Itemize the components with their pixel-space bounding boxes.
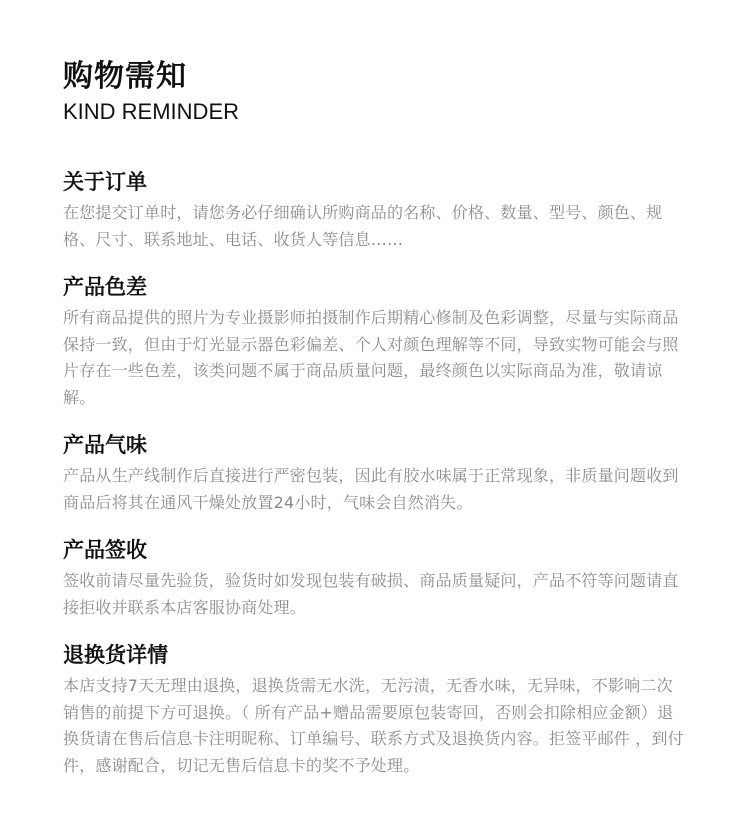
- page-header: [63, 58, 239, 126]
- section-title: 产品气味: [63, 433, 147, 457]
- page-title: 购物需知: [63, 59, 187, 94]
- section-body: 所有商品提供的照片为专业摄影师拍摄制作后期精心修制及色彩调整，尽量与实际商品保持一致，但由于灯光显示器色彩偏差、个人对颜色理解等不同，导致实物可能会与照片存在一些色差，该类问题不属于商品质量问题，最终颜色以实际商品为准，敬请谅解。: [63, 308, 679, 407]
- section-color-difference: [63, 271, 688, 411]
- section-title: 产品色差: [63, 275, 147, 299]
- section-title: 退换货详情: [63, 643, 168, 667]
- section-receipt: [63, 534, 688, 621]
- section-order: [63, 166, 688, 253]
- section-title: 产品签收: [63, 538, 147, 562]
- sections-list: [63, 166, 688, 797]
- page-subtitle: KIND REMINDER: [63, 99, 240, 124]
- section-returns: [63, 639, 688, 779]
- section-body: 产品从生产线制作后直接进行严密包装，因此有胶水味属于正常现象，非质量问题收到商品后将其在通风干燥处放置24小时，气味会自然消失。: [63, 466, 679, 512]
- section-body: 本店支持7天无理由退换，退换货需无水洗，无污渍，无香水味，无异味，不影响二次销售的前提下方可退换。（ 所有产品+赠品需要原包装寄回，否则会扣除相应金额）退换货请在售后信息卡注明昵称、订单编号、联系方式及退换货内容。拒签平邮件 ，到付件，感谢配合，切记无售后信息卡的奖不予处理。: [63, 676, 684, 775]
- section-odor: [63, 429, 688, 516]
- section-title: 关于订单: [63, 170, 147, 194]
- section-body: 在您提交订单时，请您务必仔细确认所购商品的名称、价格、数量、型号、颜色、规格、尺寸、联系地址、电话、收货人等信息……: [63, 203, 663, 249]
- section-body: 签收前请尽量先验货，验货时如发现包装有破损、商品质量疑问，产品不符等问题请直接拒收并联系本店客服协商处理。: [63, 571, 679, 617]
